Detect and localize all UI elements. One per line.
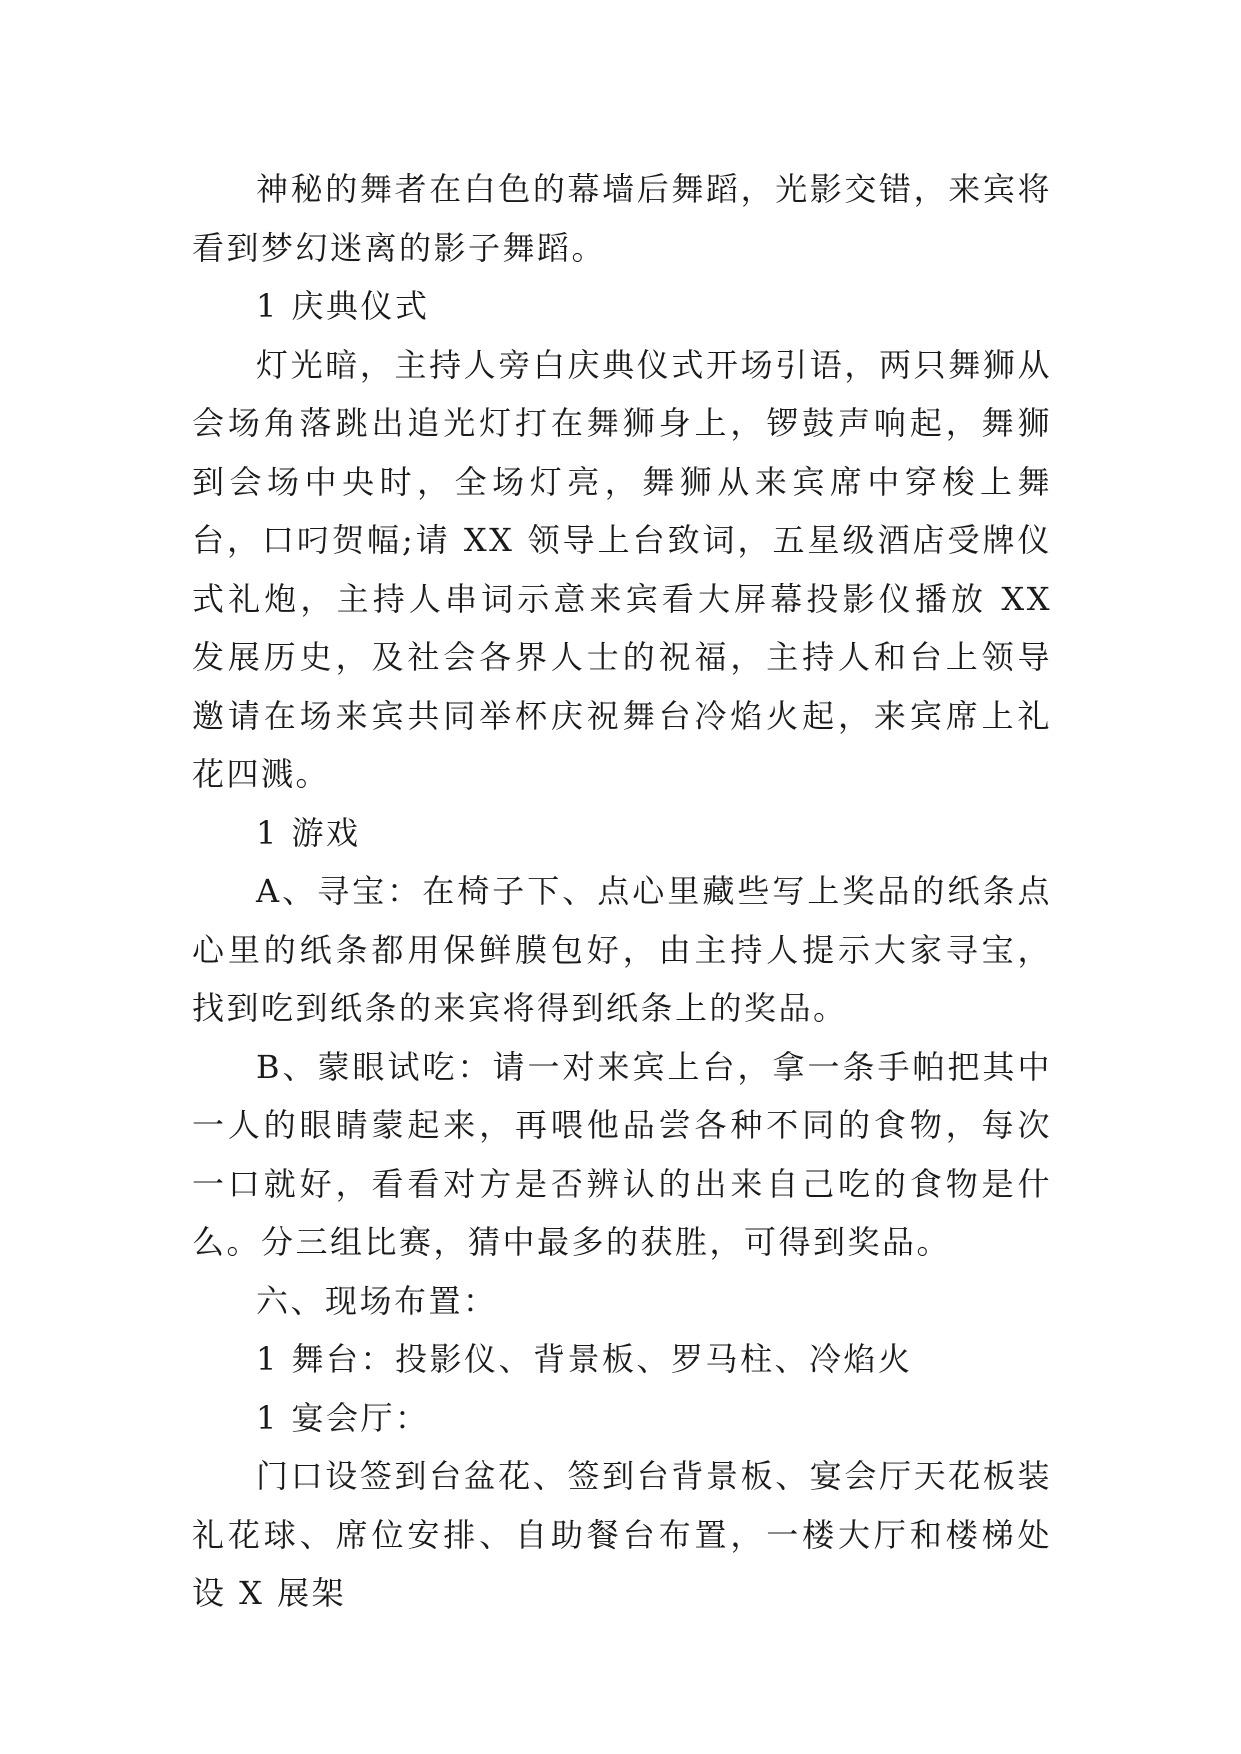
heading-ceremony: 1 庆典仪式 bbox=[256, 287, 430, 325]
heading-games: 1 游戏 bbox=[256, 813, 361, 852]
heading-venue-setup: 六、现场布置： bbox=[256, 1281, 498, 1320]
item-banquet-hall: 1 宴会厅： bbox=[256, 1398, 430, 1437]
body-text bbox=[192, 160, 1052, 1623]
paragraph-treasure-hunt: A、寻宝：在椅子下、点心里藏些写上奖品的纸条点心里的纸条都用保鲜膜包好，由主持人提示大家寻宝，找到吃到纸条的来宾将得到纸条上的奖品。 bbox=[192, 872, 1052, 1027]
paragraph-entrance-decor: 门口设签到台盆花、签到台背景板、宴会厅天花板装礼花球、席位安排、自助餐台布置，一楼大厅和楼梯处设 X 展架 bbox=[192, 1457, 1052, 1612]
paragraph-blindfold-tasting: B、蒙眼试吃：请一对来宾上台，拿一条手帕把其中一人的眼睛蒙起来，再喂他品尝各种不同的食物，每次一口就好，看看对方是否辨认的出来自己吃的食物是什么。分三组比赛，猜中最多的获胜，可得到奖品。 bbox=[192, 1047, 1052, 1261]
item-stage: 1 舞台：投影仪、背景板、罗马柱、冷焰火 bbox=[256, 1340, 913, 1378]
paragraph-ceremony: 灯光暗，主持人旁白庆典仪式开场引语，两只舞狮从会场角落跳出追光灯打在舞狮身上，锣鼓声响起，舞狮到会场中央时，全场灯亮，舞狮从来宾席中穿梭上舞台，口叼贺幅;请 XX 领导上台致词，五星级酒店受牌仪式礼炮，主持人串词示意来宾看大屏幕投影仪播放 XX 发展历史，及社会各界人士的祝福，主持人和台上领导邀请在场来宾共同举杯庆祝舞台冷焰火起，来宾席上礼花四溅。 bbox=[192, 345, 1052, 793]
paragraph-shadow-dance: 神秘的舞者在白色的幕墙后舞蹈，光影交错，来宾将看到梦幻迷离的影子舞蹈。 bbox=[192, 170, 1052, 267]
